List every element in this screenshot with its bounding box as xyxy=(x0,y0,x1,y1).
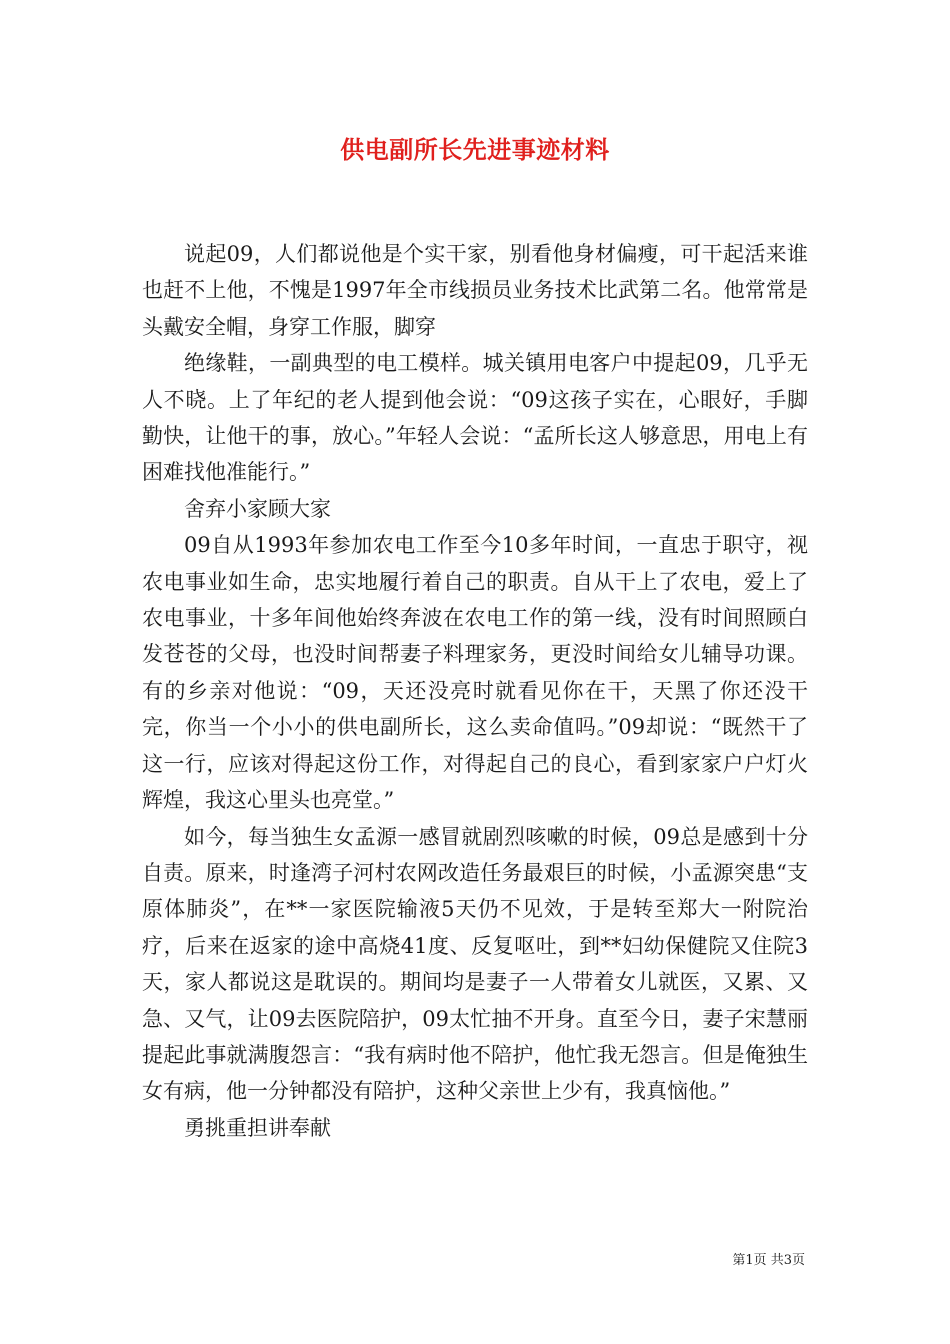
document-body xyxy=(142,236,808,1146)
paragraph-intro: 说起09，人们都说他是个实干家，别看他身材偏瘦，可干起活来谁也赶不上他，不愧是1997年全市线损员业务技术比武第二名。他常常是头戴安全帽，身穿工作服，脚穿 xyxy=(142,242,808,339)
paragraph-dedication: 09自从1993年参加农电工作至今10多年时间，一直忠于职守，视农电事业如生命，忠实地履行着自己的职责。自从干上了农电，爱上了农电事业，十多年间他始终奔波在农电工作的第一线，没有时间照顾白发苍苍的父母，也没时间帮妻子料理家务，更没时间给女儿辅导功课。有的乡亲对他说：“09，天还没亮时就看见你在干，天黑了你还没干完，你当一个小小的供电副所长，这么卖命值吗。”09却说：“既然干了这一行，应该对得起这份工作，对得起自己的良心，看到家家户户灯火辉煌，我这心里头也亮堂。” xyxy=(142,533,808,813)
page-number: 第1页 共3页 xyxy=(732,1253,805,1268)
section-heading-family: 舍弃小家顾大家 xyxy=(184,496,331,521)
document-title: 供电副所长先进事迹材料 xyxy=(340,135,610,164)
paragraph-daughter: 如今，每当独生女孟源一感冒就剧烈咳嗽的时候，09总是感到十分自责。原来，时逢湾子河村农网改造任务最艰巨的时候，小孟源突患“支原体肺炎”，在**一家医院输液5天仍不见效，于是转至郑大一附院治疗，后来在返家的途中高烧41度、反复呕吐，到**妇幼保健院又住院3天，家人都说这是耽误的。期间均是妻子一人带着女儿就医，又累、又急、又气，让09去医院陪护，09太忙抽不开身。直至今日，妻子宋慧丽提起此事就满腹怨言：“我有病时他不陪护，他忙我无怨言。但是俺独生女有病，他一分钟都没有陪护，这种父亲世上少有，我真恼他。” xyxy=(142,824,808,1104)
section-heading-responsibility: 勇挑重担讲奉献 xyxy=(184,1115,331,1140)
paragraph-reputation: 绝缘鞋，一副典型的电工模样。城关镇用电客户中提起09，几乎无人不晓。上了年纪的老人提到他会说：“09这孩子实在，心眼好，手脚勤快，让他干的事，放心。”年轻人会说：“孟所长这人够意思，用电上有困难找他准能行。” xyxy=(142,351,808,485)
